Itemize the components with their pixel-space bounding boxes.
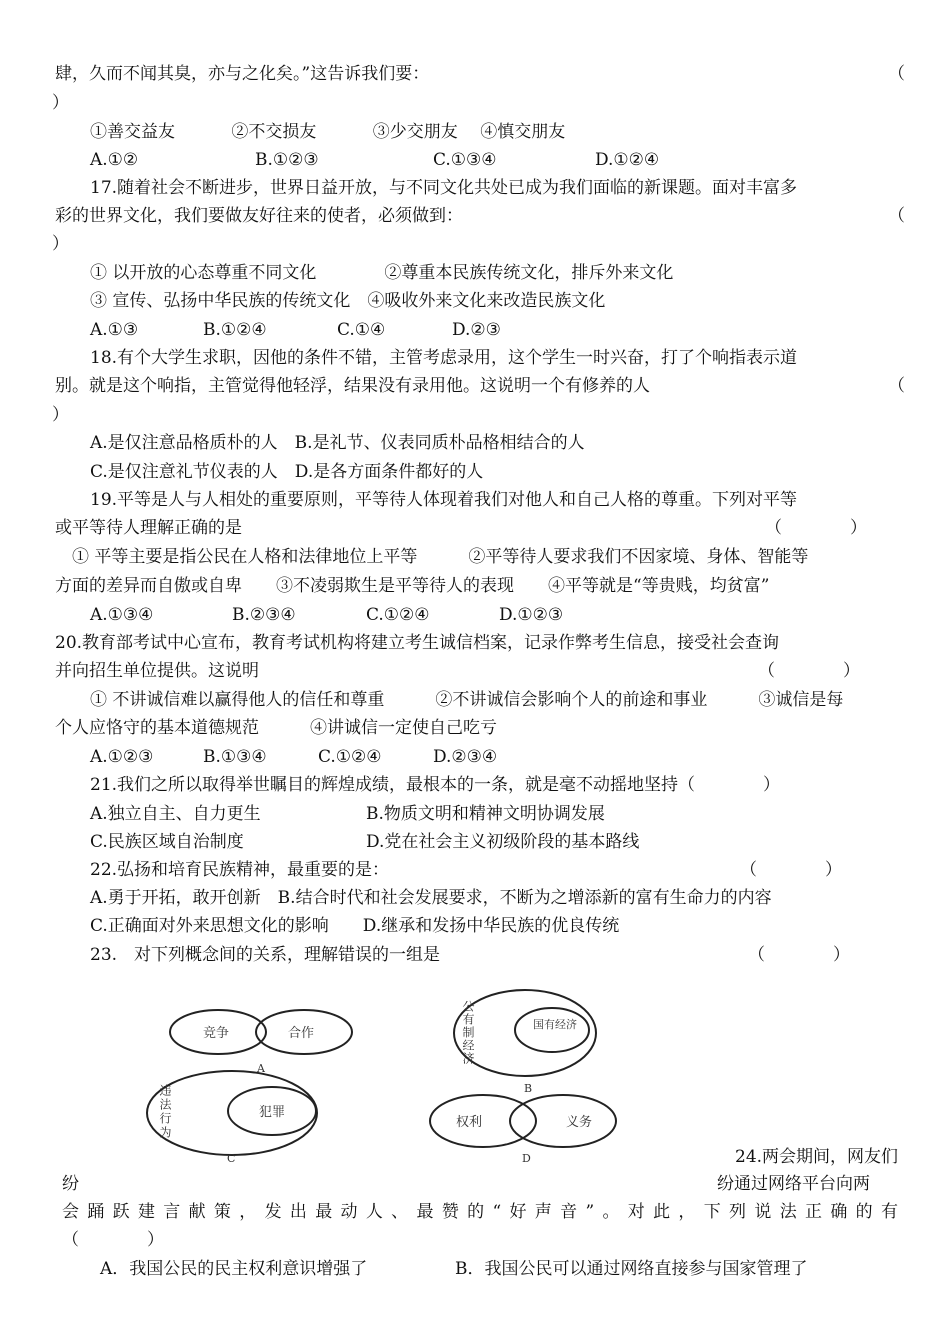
q16-option-a: A.①② xyxy=(90,150,139,170)
q21-option-d: D.党在社会主义初级阶段的基本路线 xyxy=(366,832,640,852)
diagram-a-caption: A xyxy=(257,1062,265,1075)
diagram-c-inner-label: 犯罪 xyxy=(259,1105,286,1120)
q20-option-b: B.①③④ xyxy=(203,747,267,767)
q24-stem-part2-right: 纷通过网络平台向两 xyxy=(717,1174,870,1194)
diagram-d-left-label: 权利 xyxy=(456,1115,483,1130)
diagram-a-right-label: 合作 xyxy=(288,1026,315,1041)
q21-option-c: C.民族区域自治制度 xyxy=(90,832,244,852)
q17-option-a: A.①③ xyxy=(90,320,139,340)
q18-paren-close: ） xyxy=(52,405,69,425)
q21-option-b: B.物质文明和精神文明协调发展 xyxy=(366,804,605,824)
q24-stem-line3: 会踊跃建言献策，发出最动人、最赞的“好声音”。对此，下列说法正确的有 xyxy=(62,1202,898,1222)
q19-item-line2: 方面的差异而自傲或自卑 ③不凌弱欺生是平等待人的表现 ④平等就是“等贵贱，均贫富” xyxy=(55,576,770,596)
q24-stem-part2-left: 纷 xyxy=(62,1174,79,1194)
q23-answer-paren: （ ） xyxy=(748,945,850,965)
diagram-d-right-circle xyxy=(510,1095,616,1147)
q17-item-line1: ① 以开放的心态尊重不同文化 ②尊重本民族传统文化，排斥外来文化 xyxy=(90,263,674,283)
q20-stem-line2: 并向招生单位提供。这说明 xyxy=(55,661,259,681)
q21-stem: 21.我们之所以取得举世瞩目的辉煌成绩，最根本的一条，就是毫不动摇地坚持（ ） xyxy=(90,775,781,795)
q20-answer-paren: （ ） xyxy=(758,661,860,681)
q17-option-c: C.①④ xyxy=(337,320,386,340)
q24-option-a: A．我国公民的民主权利意识增强了 xyxy=(100,1259,368,1279)
q16-option-b: B.①②③ xyxy=(255,150,319,170)
q17-option-d: D.②③ xyxy=(452,320,501,340)
q20-item-line1: ① 不讲诚信难以赢得他人的信任和尊重 ②不讲诚信会影响个人的前途和事业 ③诚信是每 xyxy=(90,690,844,710)
diagram-c-caption: C xyxy=(227,1152,236,1165)
diagram-b-inner-label: 国有经济 xyxy=(533,1018,577,1031)
q20-stem-line1: 20.教育部考试中心宣布，教育考试机构将建立考生诚信档案，记录作弊考生信息，接受社会查询 xyxy=(55,633,780,653)
diagram-d-right-label: 义务 xyxy=(566,1115,593,1130)
q18-stem-line2: 别。就是这个响指，主管觉得他轻浮，结果没有录用他。这说明一个有修养的人 xyxy=(55,376,650,396)
q21-option-a: A.独立自主、自力更生 xyxy=(90,804,261,824)
q19-stem-line2: 或平等待人理解正确的是 xyxy=(55,518,242,538)
q17-option-b: B.①②④ xyxy=(203,320,267,340)
q19-answer-paren: （ ） xyxy=(765,518,867,538)
q22-answer-paren: （ ） xyxy=(740,860,842,880)
diagram-c-outer-label: 违法行为 xyxy=(158,1084,172,1140)
q19-option-a: A.①③④ xyxy=(90,605,154,625)
q17-stem-line1: 17.随着社会不断进步，世界日益开放，与不同文化共处已成为我们面临的新课题。面对丰富多 xyxy=(90,178,798,198)
q19-option-d: D.①②③ xyxy=(499,605,564,625)
q20-option-c: C.①②④ xyxy=(318,747,382,767)
q20-option-d: D.②③④ xyxy=(433,747,498,767)
diagram-b-caption: B xyxy=(524,1082,533,1095)
diagram-b-outer-label: 公有制经济 xyxy=(461,1000,475,1065)
q18-options-line1: A.是仅注意品格质朴的人 B.是礼节、仪表同质朴品格相结合的人 xyxy=(90,433,585,453)
q20-item-line2: 个人应恪守的基本道德规范 ④讲诚信一定使自己吃亏 xyxy=(55,718,497,738)
q16-option-d: D.①②④ xyxy=(595,150,660,170)
q17-paren-open: （ xyxy=(888,206,905,226)
q17-stem-line2: 彩的世界文化，我们要做友好往来的使者，必须做到： xyxy=(55,206,463,226)
q17-paren-close: ） xyxy=(52,234,69,254)
q22-options-line1: A.勇于开拓，敢开创新 B.结合时代和社会发展要求，不断为之增添新的富有生命力的内容 xyxy=(90,888,772,908)
q16-paren-open: （ xyxy=(888,64,905,84)
q18-stem-line1: 18.有个大学生求职，因他的条件不错，主管考虑录用，这个学生一时兴奋，打了个响指表示道 xyxy=(90,348,798,368)
q16-paren-close: ） xyxy=(52,93,69,113)
diagram-a-left-label: 竞争 xyxy=(203,1026,230,1041)
q22-options-line2: C.正确面对外来思想文化的影响 D.继承和发扬中华民族的优良传统 xyxy=(90,916,620,936)
q19-stem-line1: 19.平等是人与人相处的重要原则，平等待人体现着我们对他人和自己人格的尊重。下列对平等 xyxy=(90,490,798,510)
q16-option-c: C.①③④ xyxy=(433,150,497,170)
q19-item-line1: ① 平等主要是指公民在人格和法律地位上平等 ②平等待人要求我们不因家境、身体、智能等 xyxy=(72,547,809,567)
q17-item-line2: ③ 宣传、弘扬中华民族的传统文化 ④吸收外来文化来改造民族文化 xyxy=(90,291,606,311)
q16-items: ①善交益友 ②不交损友 ③少交朋友 ④慎交朋友 xyxy=(90,122,566,142)
q22-stem: 22.弘扬和培育民族精神，最重要的是： xyxy=(90,860,390,880)
diagram-d-left-circle xyxy=(430,1095,536,1147)
diagram-d-caption: D xyxy=(522,1152,531,1165)
q24-answer-paren: （ ） xyxy=(62,1230,164,1250)
q18-options-line2: C.是仅注意礼节仪表的人 D.是各方面条件都好的人 xyxy=(90,462,484,482)
q19-option-c: C.①②④ xyxy=(366,605,430,625)
q20-option-a: A.①②③ xyxy=(90,747,154,767)
diagram-c-outer-circle xyxy=(147,1071,317,1155)
q24-option-b: B．我国公民可以通过网络直接参与国家管理了 xyxy=(455,1259,808,1279)
q16-stem-tail: 肆，久而不闻其臭，亦与之化矣。”这告诉我们要： xyxy=(55,64,430,84)
q24-stem-part1: 24.两会期间，网友们 xyxy=(735,1147,899,1167)
q18-paren-open: （ xyxy=(888,376,905,396)
q19-option-b: B.②③④ xyxy=(232,605,296,625)
diagram-b-outer-circle xyxy=(454,990,596,1076)
q23-stem: 23. 对下列概念间的关系，理解错误的一组是 xyxy=(90,945,441,965)
